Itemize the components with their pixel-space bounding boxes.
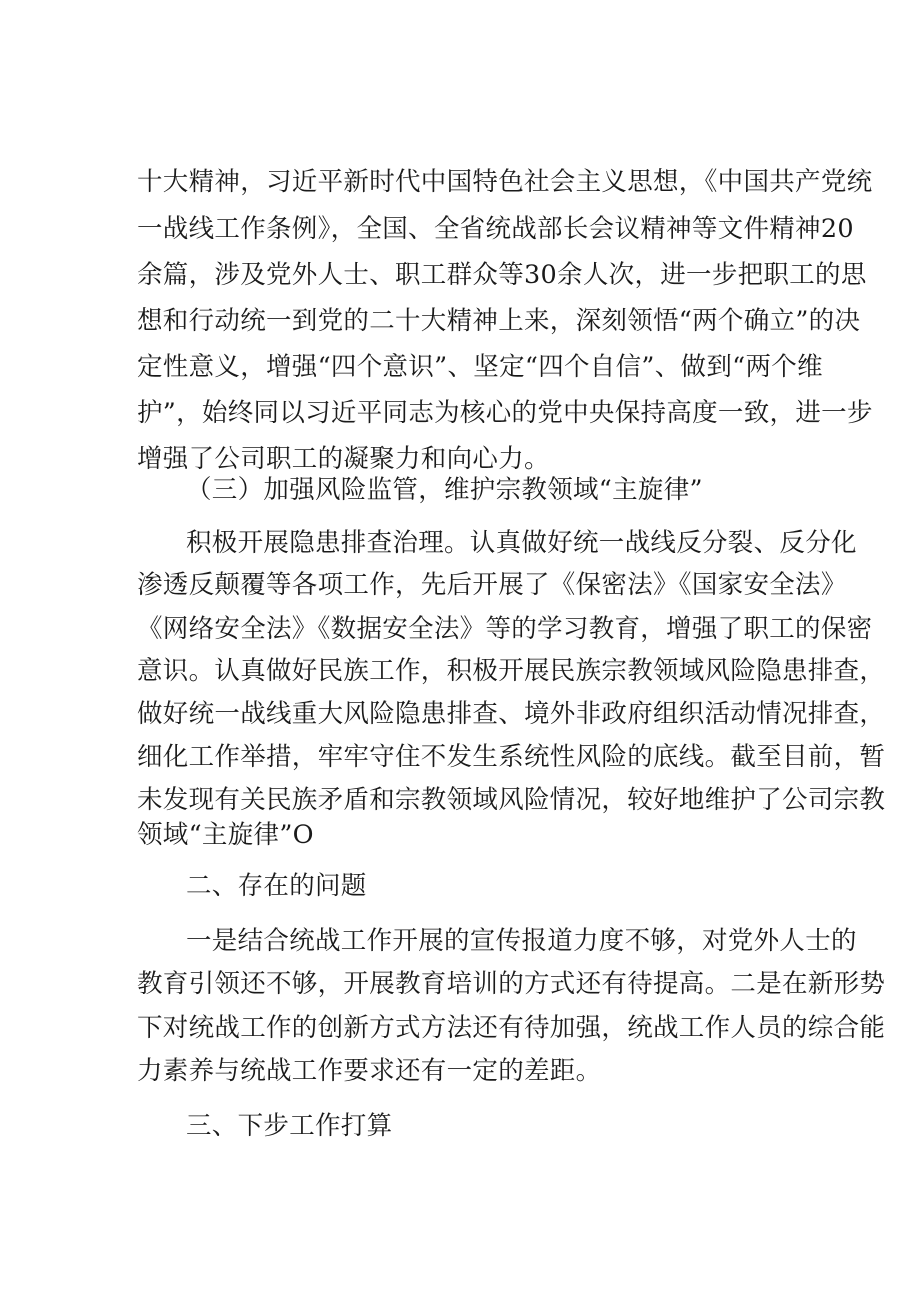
subheading-risk-supervision: （三）加强风险监管，维护宗教领域“主旋律” [186,475,703,505]
text-line: 余篇，涉及党外人士、职工群众等30余人次，进一步把职工的思 [137,260,867,290]
text-line: 渗透反颠覆等各项工作，先后开展了《保密法》《国家安全法》 [137,570,847,600]
text-line: 一是结合统战工作开展的宣传报道力度不够，对党外人士的 [186,926,857,956]
text-line: 一战线工作条例》，全国、全省统战部长会议精神等文件精神20 [137,214,854,244]
text-line: 做好统一战线重大风险隐患排查、境外非政府组织活动情况排查， [137,699,886,729]
text-line: 细化工作举措，牢牢守住不发生系统性风险的底线。截至目前，暂 [137,742,886,772]
text-line: 领域“主旋律”O [137,820,314,850]
text-line: 未发现有关民族矛盾和宗教领域风险情况，较好地维护了公司宗教 [137,785,886,815]
text-line: 《网络安全法》《数据安全法》等的学习教育，增强了职工的保密 [137,614,873,644]
section-heading-problems: 二、存在的问题 [186,871,367,901]
text-line: 力素养与统战工作要求还有一定的差距。 [137,1056,602,1086]
text-line: 意识。认真做好民族工作，积极开展民族宗教领域风险隐患排查， [137,656,886,686]
text-line: 十大精神，习近平新时代中国特色社会主义思想，《中国共产党统 [137,167,873,197]
text-line: 想和行动统一到党的二十大精神上来，深刻领悟“两个确立”的决 [137,306,861,336]
text-line: 下对统战工作的创新方式方法还有待加强，统战工作人员的综合能 [137,1013,886,1043]
section-heading-next-steps: 三、下步工作打算 [186,1111,393,1141]
text-line: 教育引领还不够，开展教育培训的方式还有待提高。二是在新形势 [137,969,886,999]
text-line: 增强了公司职工的凝聚力和向心力。 [137,444,550,474]
text-line: 定性意义，增强“四个意识”、坚定“四个自信”、做到“两个维 [137,352,823,382]
text-line: 积极开展隐患排查治理。认真做好统一战线反分裂、反分化 [186,528,857,558]
text-line: 护”，始终同以习近平同志为核心的党中央保持高度一致，进一步 [137,398,873,428]
